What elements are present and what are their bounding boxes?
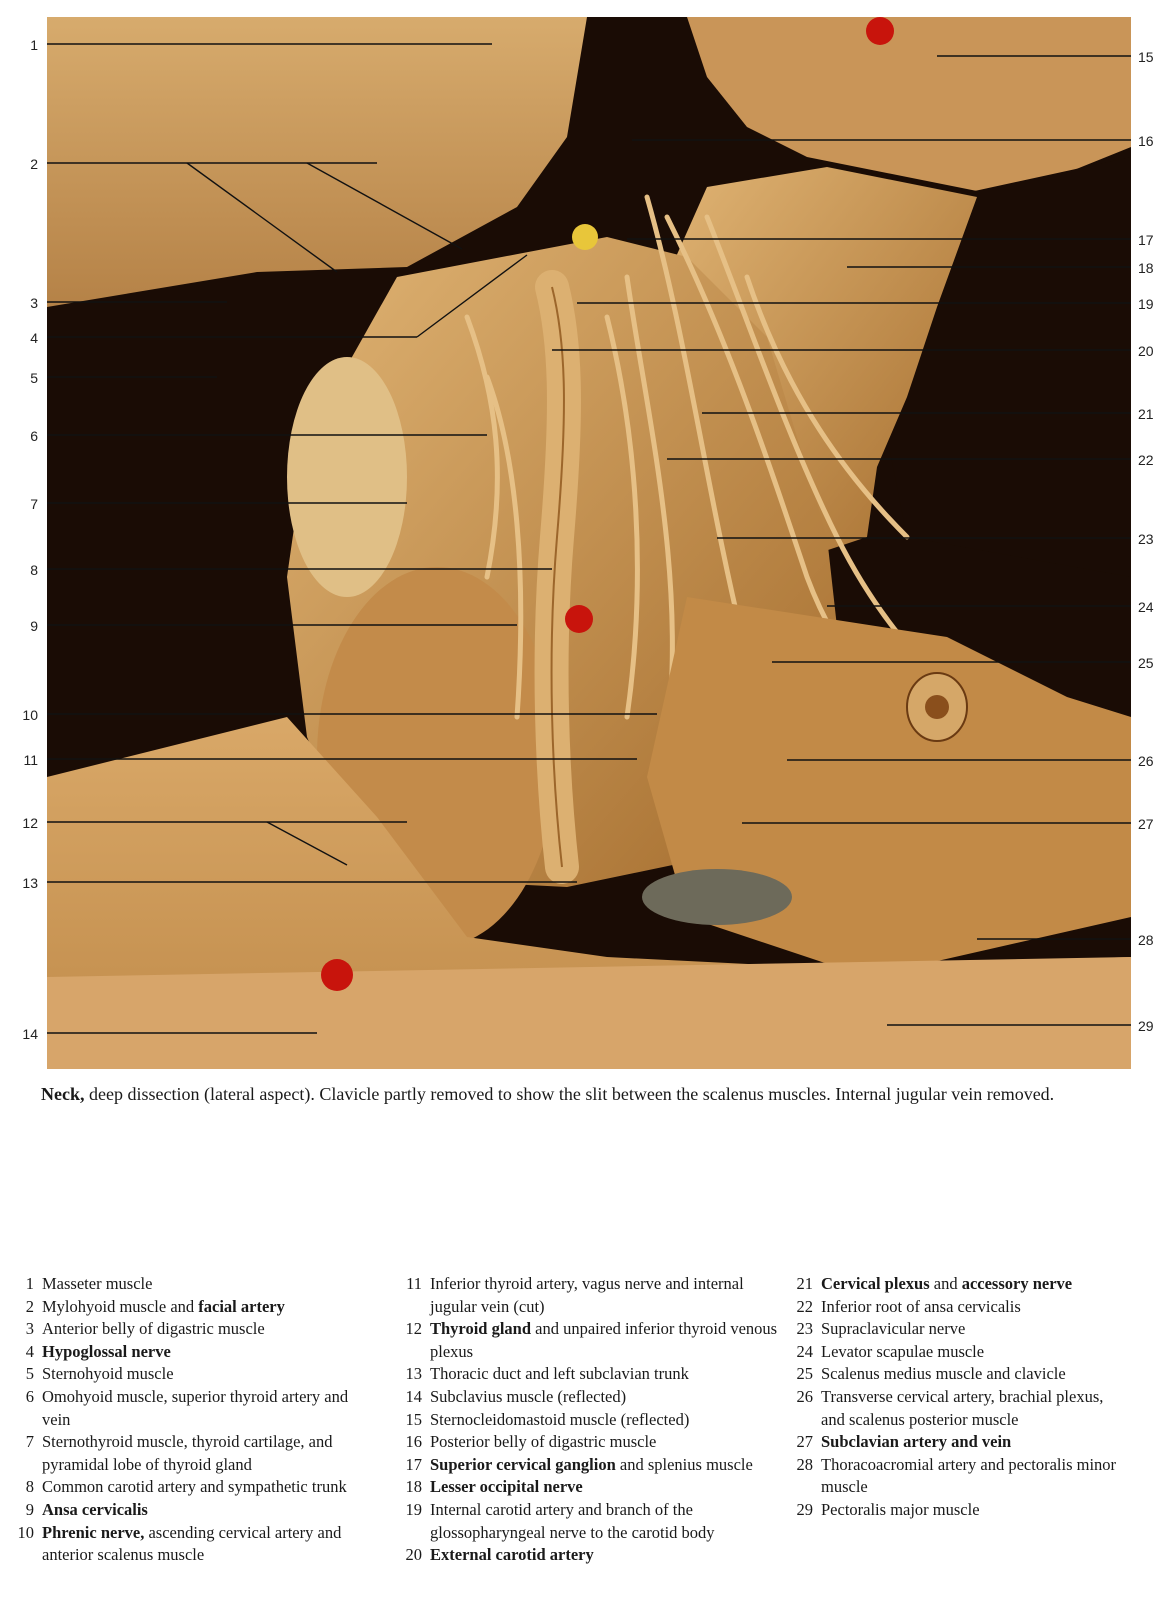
figure-label-left: 9 <box>30 618 38 634</box>
yellow-pin <box>572 224 598 250</box>
legend-number: 21 <box>796 1274 813 1293</box>
legend-text: Sternothyroid muscle, thyroid cartilage, and pyramidal lobe of thyroid gland <box>42 1432 333 1474</box>
legend-item <box>398 1544 788 1567</box>
legend-number: 6 <box>25 1386 34 1406</box>
figure-label-right: 18 <box>1138 260 1154 276</box>
figure-label-right: 29 <box>1138 1018 1154 1034</box>
legend-number: 15 <box>405 1409 422 1429</box>
legend-text: Supraclavicular nerve <box>821 1319 966 1339</box>
legend-item <box>398 1273 788 1318</box>
legend-number: 14 <box>405 1386 422 1406</box>
legend-item <box>10 1363 380 1386</box>
figure-label-left: 2 <box>30 156 38 172</box>
legend-text: Omohyoid muscle, superior thyroid artery and vein <box>42 1386 349 1429</box>
legend-item <box>789 1363 1129 1386</box>
legend-text: Masseter muscle <box>42 1274 153 1293</box>
legend-number: 11 <box>406 1274 422 1293</box>
legend-item <box>398 1318 788 1363</box>
legend-number: 25 <box>796 1364 813 1384</box>
legend-text: Subclavian artery and vein <box>821 1432 1012 1452</box>
legend-number: 26 <box>796 1386 813 1406</box>
legend-number: 17 <box>405 1454 422 1474</box>
legend-number: 24 <box>796 1341 813 1361</box>
legend-text: Sternocleidomastoid muscle (reflected) <box>430 1409 690 1429</box>
legend-text: Lesser occipital nerve <box>430 1477 583 1497</box>
figure-label-right: 26 <box>1138 753 1154 769</box>
legend-text: Cervical plexus and accessory nerve <box>821 1274 1073 1293</box>
legend-item <box>10 1296 380 1319</box>
legend-number: 3 <box>25 1319 34 1339</box>
legend-text: Levator scapulae muscle <box>821 1341 985 1361</box>
legend-number: 23 <box>796 1319 813 1339</box>
figure-label-right: 27 <box>1138 816 1154 832</box>
legend-item <box>398 1454 788 1477</box>
legend-item <box>789 1499 1129 1522</box>
legend-column-1 <box>10 1273 380 1567</box>
legend-number: 8 <box>25 1477 34 1497</box>
dissection-illustration <box>47 17 1131 1069</box>
legend-item <box>10 1499 380 1522</box>
figure-label-left: 6 <box>30 428 38 444</box>
figure-label-right: 23 <box>1138 531 1154 547</box>
figure-label-left: 3 <box>30 295 38 311</box>
caption-lead: Neck, <box>41 1084 85 1104</box>
legend-item <box>10 1318 380 1341</box>
legend-item <box>789 1318 1129 1341</box>
legend-item <box>10 1273 380 1296</box>
legend-text: Common carotid artery and sympathetic trunk <box>42 1477 347 1497</box>
figure-label-right: 25 <box>1138 655 1154 671</box>
red-pin <box>321 959 353 991</box>
legend-text: Posterior belly of digastric muscle <box>430 1432 657 1452</box>
legend-text: Ansa cervicalis <box>42 1499 148 1519</box>
legend-text: Pectoralis major muscle <box>821 1499 980 1519</box>
legend-item <box>789 1341 1129 1364</box>
legend-text: Anterior belly of digastric muscle <box>42 1319 265 1339</box>
legend-item <box>10 1386 380 1431</box>
legend-number: 7 <box>25 1432 34 1452</box>
figure-label-left: 14 <box>22 1026 38 1042</box>
legend-text: Transverse cervical artery, brachial plexus, and scalenus posterior muscle <box>821 1386 1104 1429</box>
figure-label-right: 20 <box>1138 343 1154 359</box>
legend-number: 29 <box>796 1499 813 1519</box>
legend-item <box>398 1386 788 1409</box>
legend-text: Inferior thyroid artery, vagus nerve and internal jugular vein (cut) <box>430 1274 744 1316</box>
figure-label-left: 7 <box>30 496 38 512</box>
legend-text: Inferior root of ansa cervicalis <box>821 1296 1021 1316</box>
red-pin <box>565 605 593 633</box>
figure-label-right: 24 <box>1138 599 1154 615</box>
dissection-figure <box>47 17 1131 1069</box>
legend-number: 19 <box>405 1499 422 1519</box>
legend-text: Thoracoacromial artery and pectoralis minor muscle <box>821 1454 1117 1497</box>
legend-item <box>789 1273 1129 1296</box>
legend-text: Mylohyoid muscle and facial artery <box>42 1296 285 1316</box>
figure-label-right: 28 <box>1138 932 1154 948</box>
figure-label-right: 19 <box>1138 296 1154 312</box>
figure-label-left: 8 <box>30 562 38 578</box>
figure-label-right: 15 <box>1138 49 1154 65</box>
figure-label-left: 5 <box>30 370 38 386</box>
legend-number: 22 <box>796 1296 813 1316</box>
figure-label-left: 11 <box>23 752 38 768</box>
legend-item <box>789 1454 1129 1499</box>
legend-column-3 <box>789 1273 1129 1522</box>
figure-label-left: 10 <box>22 707 38 723</box>
legend-number: 9 <box>25 1499 34 1519</box>
subclavian-vein <box>642 869 792 925</box>
figure-label-left: 13 <box>22 875 38 891</box>
figure-label-left: 4 <box>30 330 38 346</box>
legend-text: Sternohyoid muscle <box>42 1364 174 1384</box>
legend-text: Subclavius muscle (reflected) <box>430 1386 627 1406</box>
figure-label-right: 17 <box>1138 232 1154 248</box>
legend-item <box>398 1409 788 1432</box>
figure-label-right: 16 <box>1138 133 1154 149</box>
legend-item <box>789 1296 1129 1319</box>
legend-number: 2 <box>25 1296 34 1316</box>
legend-text: Scalenus medius muscle and clavicle <box>821 1364 1066 1384</box>
legend-item <box>10 1522 380 1567</box>
caption-text: deep dissection (lateral aspect). Clavicle partly removed to show the slit between the scalenus muscles. Internal jugular vein removed. <box>84 1084 1055 1104</box>
figure-label-right: 21 <box>1138 406 1154 422</box>
legend-item <box>10 1341 380 1364</box>
legend-item <box>398 1363 788 1386</box>
legend-item <box>10 1476 380 1499</box>
legend-item <box>398 1431 788 1454</box>
legend-number: 28 <box>796 1454 813 1474</box>
legend-number: 20 <box>405 1545 422 1565</box>
legend-number: 18 <box>405 1477 422 1497</box>
figure-label-right: 22 <box>1138 452 1154 468</box>
legend-item <box>789 1431 1129 1454</box>
figure-caption <box>41 1081 1121 1107</box>
legend-number: 16 <box>405 1432 422 1452</box>
legend-text: Thoracic duct and left subclavian trunk <box>430 1364 689 1384</box>
legend-text: Phrenic nerve, ascending cervical artery and anterior scalenus muscle <box>42 1522 342 1565</box>
legend-number: 10 <box>17 1522 34 1542</box>
legend-number: 1 <box>25 1274 34 1293</box>
legend-number: 12 <box>405 1319 422 1339</box>
legend-item <box>10 1431 380 1476</box>
legend-number: 4 <box>25 1341 34 1361</box>
legend-text: Internal carotid artery and branch of the glossopharyngeal nerve to the carotid body <box>430 1499 715 1542</box>
legend-text: Superior cervical ganglion and splenius muscle <box>430 1454 753 1474</box>
legend-number: 27 <box>796 1432 813 1452</box>
red-pin <box>866 17 894 45</box>
legend-item <box>398 1499 788 1544</box>
legend-item <box>789 1386 1129 1431</box>
legend-column-2 <box>398 1273 788 1567</box>
legend-text: External carotid artery <box>430 1545 594 1565</box>
legend-number: 5 <box>25 1364 34 1384</box>
legend-number: 13 <box>405 1364 422 1384</box>
figure-label-left: 12 <box>22 815 38 831</box>
figure-label-left: 1 <box>30 37 38 53</box>
legend-text: Hypoglossal nerve <box>42 1341 171 1361</box>
legend-item <box>398 1476 788 1499</box>
legend-text: Thyroid gland and unpaired inferior thyroid venous plexus <box>430 1319 778 1361</box>
